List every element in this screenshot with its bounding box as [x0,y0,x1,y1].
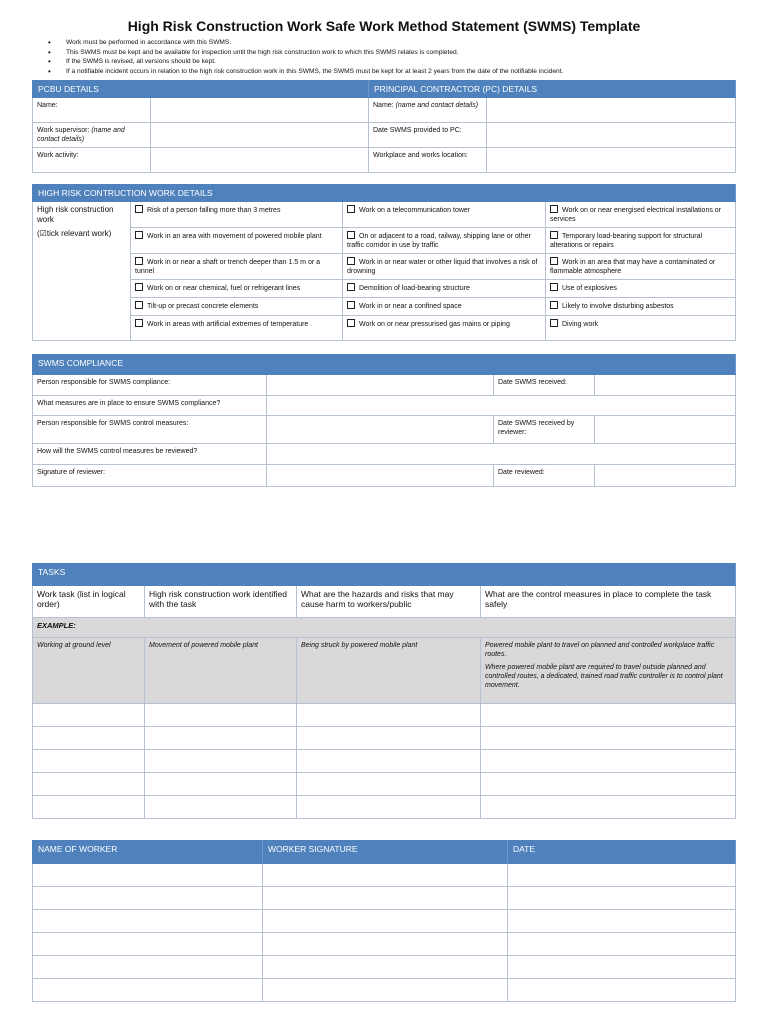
checkbox-icon[interactable] [550,231,558,239]
checkbox-icon[interactable] [550,283,558,291]
checkbox-icon[interactable] [550,257,558,265]
task-cell[interactable] [33,727,145,750]
checkbox-icon[interactable] [135,301,143,309]
hrcw-details-header: HIGH RISK CONTRUCTION WORK DETAILS [33,185,736,202]
checkbox-icon[interactable] [347,319,355,327]
instruction-item: • Work must be performed in accordance with this SWMS. [48,38,748,48]
example-task: Working at ground level [33,638,145,704]
checkbox-icon[interactable] [135,283,143,291]
hrcw-option[interactable]: Work on or near pressurised gas mains or piping [343,316,546,341]
table-row [33,727,736,750]
table-row [33,933,736,956]
task-cell[interactable] [481,773,736,796]
hrcw-option[interactable]: Work in or near a confined space [343,298,546,316]
hrcw-option[interactable]: Work in or near water or other liquid that involves a risk of drowning [343,254,546,280]
column-header-controls: What are the control measures in place to complete the task safely [481,586,736,618]
worker-signature-cell[interactable] [263,956,508,979]
pc-name-field[interactable] [487,98,736,123]
task-cell[interactable] [33,704,145,727]
pcbu-pc-details-table [32,80,736,173]
workers-table [32,840,736,1002]
hrcw-option[interactable]: On or adjacent to a road, railway, shipping lane or other traffic corridor in use by traffic [343,228,546,254]
hrcw-label: High risk construction work [37,205,114,224]
example-control-1: Powered mobile plant to travel on planned and controlled workplace traffic routes. [485,642,715,658]
instruction-item: • If the SWMS is revised, all versions should be kept. [48,57,748,67]
checkbox-icon[interactable] [135,231,143,239]
tick-instruction: tick relevant work) [46,229,112,238]
task-cell[interactable] [297,773,481,796]
worker-name-cell[interactable] [33,864,263,887]
hrcw-option[interactable]: Work in an area that may have a contaminated or flammable atmosphere [546,254,736,280]
pc-name-label: Name: (name and contact details) [369,98,487,123]
column-header-hazards: What are the hazards and risks that may cause harm to workers/public [297,586,481,618]
date-received-reviewer-label: Date SWMS received by reviewer: [494,416,595,444]
hrcw-option[interactable]: Likely to involve disturbing asbestos [546,298,736,316]
worker-name-cell[interactable] [33,933,263,956]
date-received-field[interactable] [595,375,736,396]
date-provided-label: Date SWMS provided to PC: [369,123,487,148]
workplace-location-label: Workplace and works location: [369,148,487,173]
table-row [33,887,736,910]
task-cell[interactable] [481,704,736,727]
person-responsible-field[interactable] [267,375,494,396]
date-provided-field[interactable] [487,123,736,148]
hrcw-option[interactable]: Temporary load-bearing support for structural alterations or repairs [546,228,736,254]
checkbox-icon[interactable] [135,319,143,327]
swms-compliance-table [32,354,736,487]
pcbu-name-field[interactable] [151,98,369,123]
compliance-measures-label: What measures are in place to ensure SWMS compliance? [33,396,267,416]
document-title: High Risk Construction Work Safe Work Method Statement (SWMS) Template [127,18,641,34]
table-row [33,910,736,933]
reviewer-signature-field[interactable] [267,465,494,487]
checkbox-icon[interactable] [135,257,143,265]
hrcw-option[interactable]: Work in an area with movement of powered mobile plant [131,228,343,254]
checkbox-icon[interactable] [550,205,558,213]
pcbu-name-label: Name: [33,98,151,123]
column-header-date: DATE [508,841,736,864]
worker-name-cell[interactable] [33,979,263,1002]
swms-compliance-header: SWMS COMPLIANCE [33,355,736,375]
checkbox-icon[interactable] [347,257,355,265]
column-header-worker-signature: WORKER SIGNATURE [263,841,508,864]
task-cell[interactable] [481,727,736,750]
task-cell[interactable] [481,796,736,819]
example-control-2: Where powered mobile plant are required to travel outside planned and controlled routes, a dedicated, trained road traffic controller is to control plant movement. [485,664,723,689]
checkbox-icon[interactable] [347,231,355,239]
tick-box-icon: ☑ [39,229,47,238]
pcbu-details-header: PCBU DETAILS [33,81,369,98]
tasks-table [32,563,736,819]
person-control-field[interactable] [267,416,494,444]
worker-signature-cell[interactable] [263,910,508,933]
task-cell[interactable] [33,750,145,773]
person-control-label: Person responsible for SWMS control measures: [33,416,267,444]
hrcw-option[interactable]: Diving work [546,316,736,341]
instruction-item: • This SWMS must be kept and be available for inspection until the high risk construction work to which this SWMS relates is completed. [48,48,748,58]
hrcw-left-label: High risk construction work (☑tick relevant work) [33,202,131,341]
worker-date-cell[interactable] [508,887,736,910]
pc-details-header: PRINCIPAL CONTRACTOR (PC) DETAILS [369,81,736,98]
hrcw-option[interactable]: Work on or near energised electrical installations or services [546,202,736,228]
date-reviewed-field[interactable] [595,465,736,487]
hrcw-details-table [32,184,736,341]
worker-signature-cell[interactable] [263,864,508,887]
task-cell[interactable] [145,727,297,750]
checkbox-icon[interactable] [550,301,558,309]
date-reviewed-label: Date reviewed: [494,465,595,487]
reviewer-signature-label: Signature of reviewer: [33,465,267,487]
task-cell[interactable] [297,750,481,773]
worker-date-cell[interactable] [508,933,736,956]
table-row [33,864,736,887]
worker-name-cell[interactable] [33,956,263,979]
worker-name-cell[interactable] [33,887,263,910]
task-cell[interactable] [33,796,145,819]
worker-date-cell[interactable] [508,910,736,933]
task-cell[interactable] [297,727,481,750]
table-row [33,796,736,819]
table-row [33,956,736,979]
date-received-label: Date SWMS received: [494,375,595,396]
hrcw-option[interactable]: Demolition of load-bearing structure [343,280,546,298]
hrcw-option[interactable]: Work on a telecommunication tower [343,202,546,228]
task-cell[interactable] [297,796,481,819]
worker-signature-cell[interactable] [263,887,508,910]
instruction-item: • If a notifiable incident occurs in relation to the high risk construction work in this SWMS, the SWMS must be kept for at least 2 years from the date of the notifiable incident. [48,67,748,77]
hrcw-option[interactable]: Work in or near a shaft or trench deeper than 1.5 m or a tunnel [131,254,343,280]
worker-date-cell[interactable] [508,979,736,1002]
hrcw-option[interactable]: Work in areas with artificial extremes of temperature [131,316,343,341]
worker-date-cell[interactable] [508,864,736,887]
hrcw-option[interactable]: Tilt-up or precast concrete elements [131,298,343,316]
hrcw-option[interactable]: Use of explosives [546,280,736,298]
how-reviewed-label: How will the SWMS control measures be reviewed? [33,444,267,465]
example-hazard: Being struck by powered mobile plant [297,638,481,704]
compliance-measures-field[interactable] [267,396,736,416]
worker-signature-cell[interactable] [263,979,508,1002]
table-row [33,773,736,796]
column-header-hrcw: High risk construction work identified with the task [145,586,297,618]
instructions-list [48,38,748,76]
checkbox-icon[interactable] [347,283,355,291]
checkbox-icon[interactable] [550,319,558,327]
table-row [33,750,736,773]
how-reviewed-field[interactable] [267,444,736,465]
date-received-reviewer-field[interactable] [595,416,736,444]
task-cell[interactable] [297,704,481,727]
work-supervisor-field[interactable] [151,123,369,148]
work-supervisor-label: Work supervisor: (name and contact details) [33,123,151,148]
checkbox-icon[interactable] [135,205,143,213]
worker-signature-cell[interactable] [263,933,508,956]
work-activity-label: Work activity: [33,148,151,173]
task-cell[interactable] [145,704,297,727]
column-header-work-task: Work task (list in logical order) [33,586,145,618]
task-cell[interactable] [481,750,736,773]
example-label: EXAMPLE: [33,618,736,638]
checkbox-icon[interactable] [347,205,355,213]
person-responsible-label: Person responsible for SWMS compliance: [33,375,267,396]
work-activity-field[interactable] [151,148,369,173]
task-cell[interactable] [145,750,297,773]
task-cell[interactable] [33,773,145,796]
task-cell[interactable] [145,796,297,819]
table-row [33,979,736,1002]
column-header-worker-name: NAME OF WORKER [33,841,263,864]
hrcw-option[interactable]: Risk of a person falling more than 3 metres [131,202,343,228]
worker-name-cell[interactable] [33,910,263,933]
task-cell[interactable] [145,773,297,796]
tasks-header: TASKS [33,564,736,586]
hrcw-option[interactable]: Work on or near chemical, fuel or refrigerant lines [131,280,343,298]
checkbox-icon[interactable] [347,301,355,309]
table-row [33,704,736,727]
worker-date-cell[interactable] [508,956,736,979]
workplace-location-field[interactable] [487,148,736,173]
example-hrcw: Movement of powered mobile plant [145,638,297,704]
example-control [481,638,736,704]
